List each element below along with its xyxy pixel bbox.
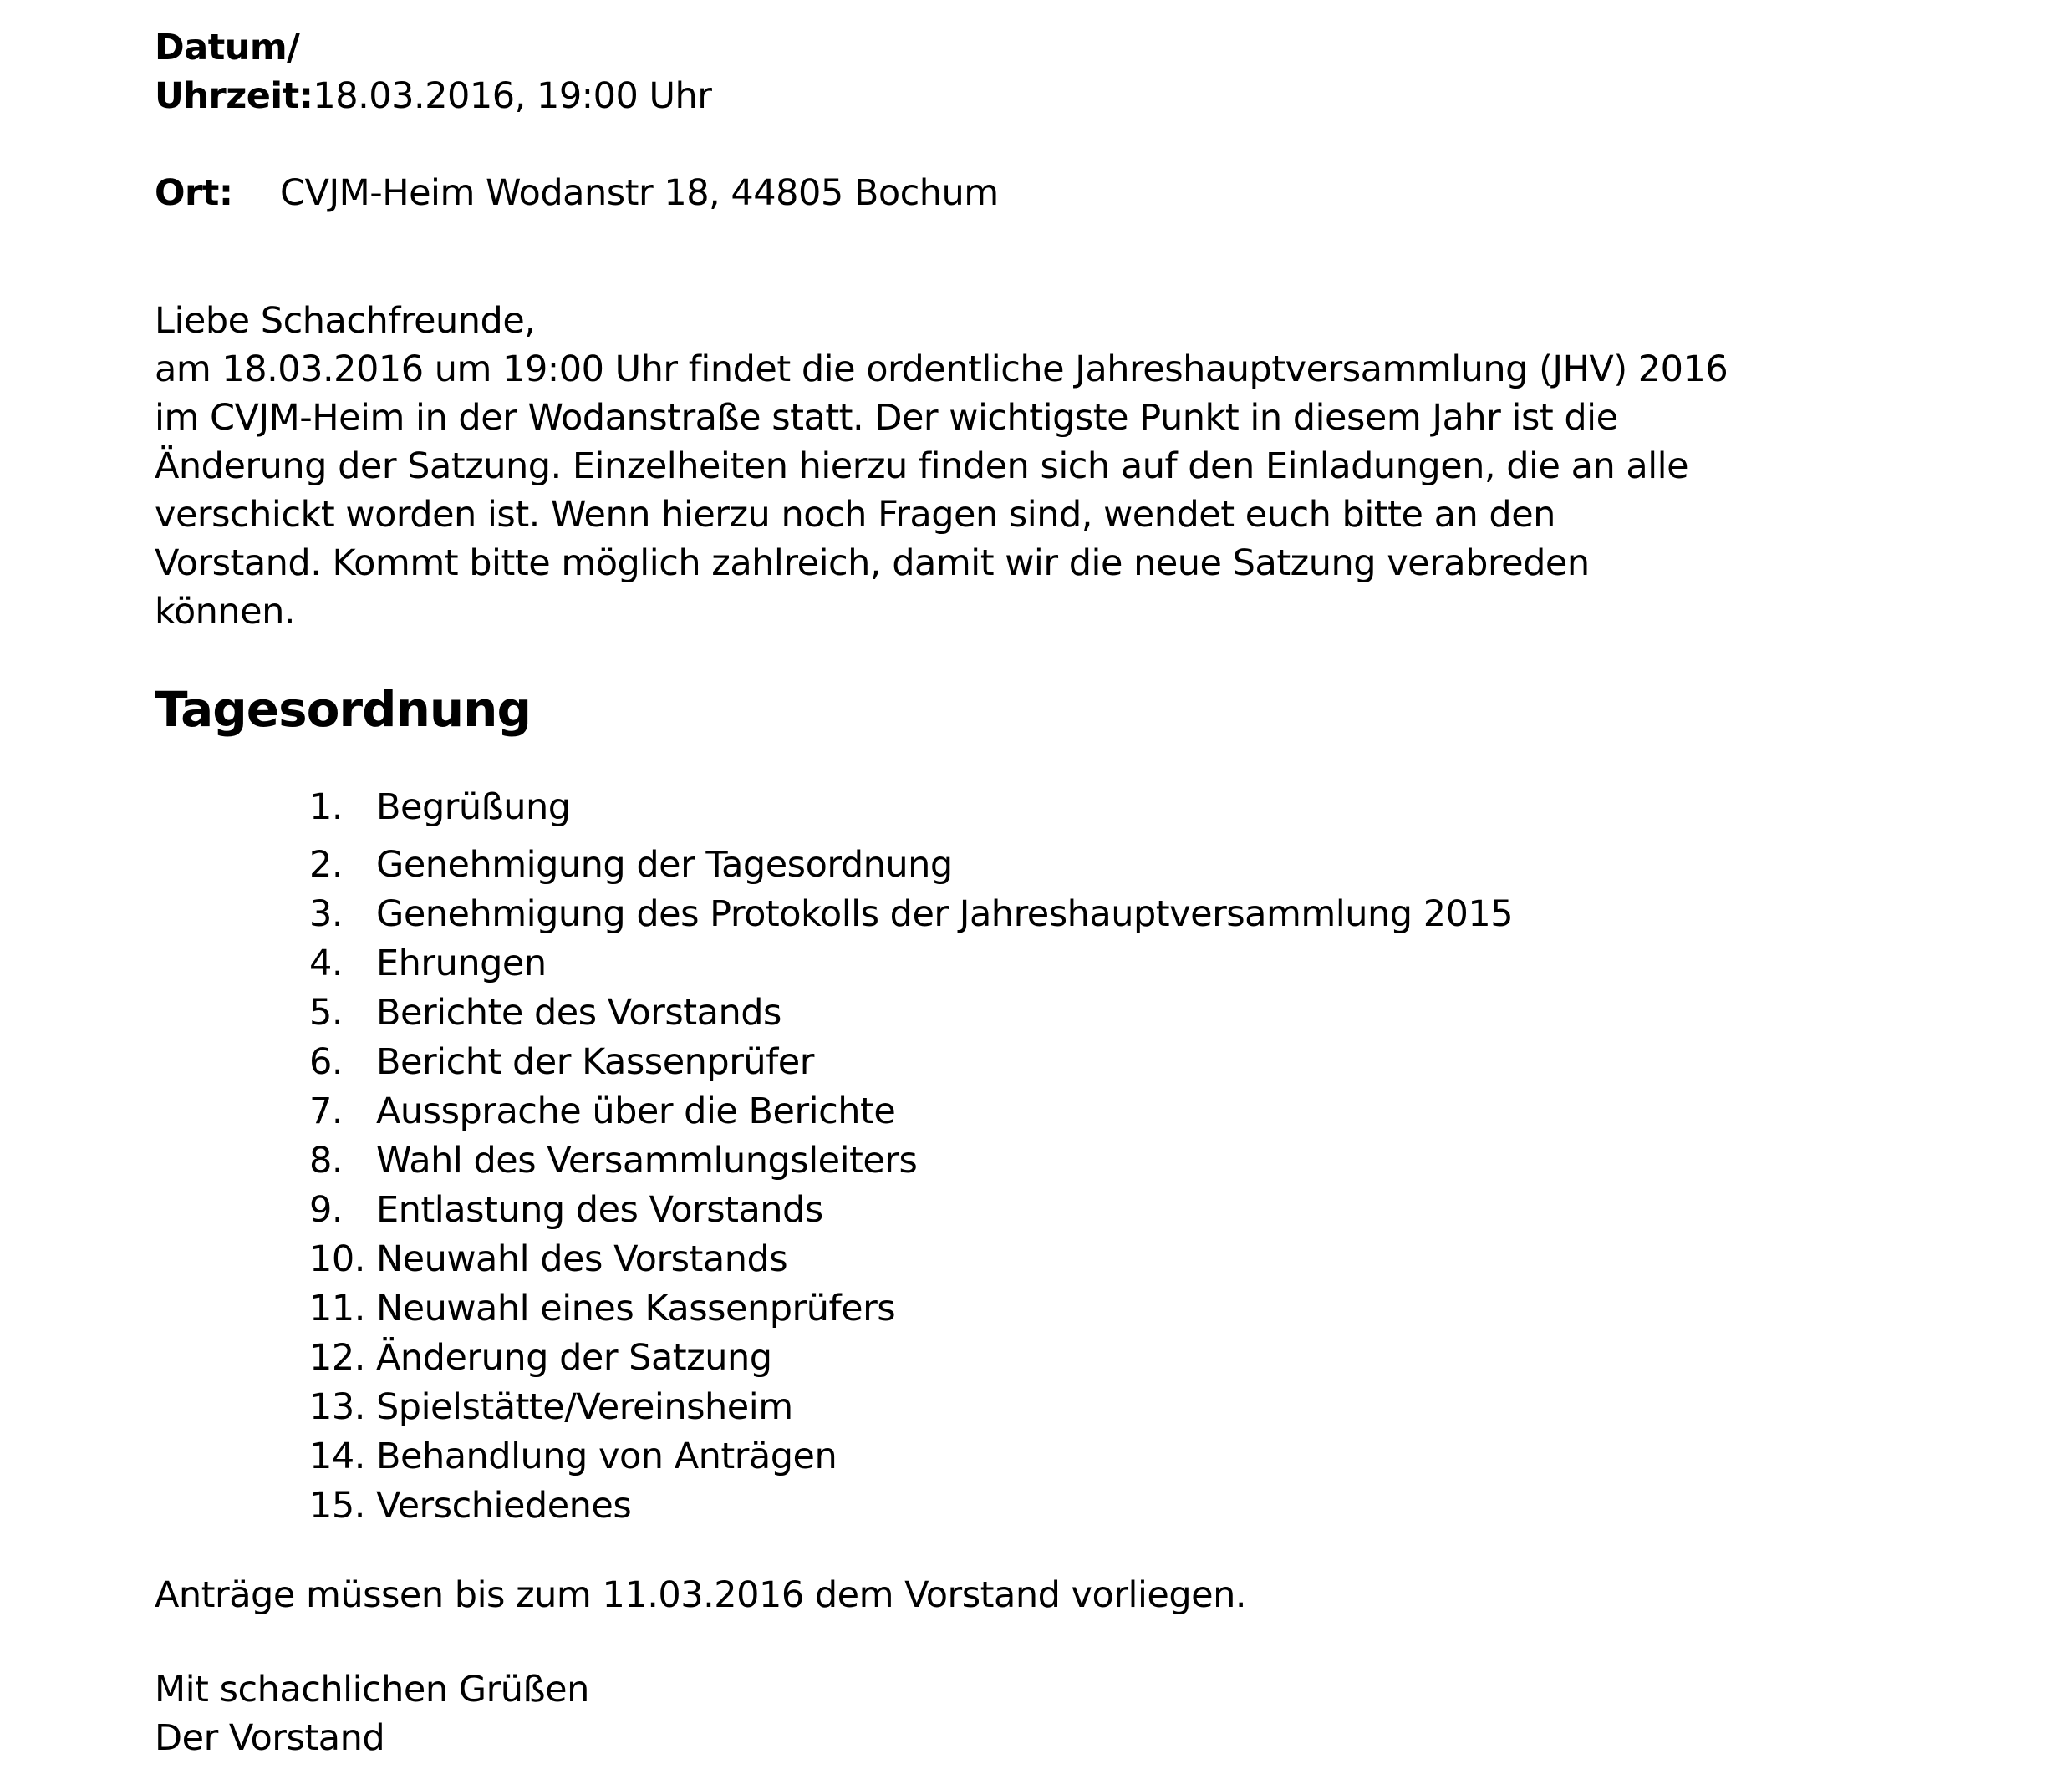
letter-line: Änderung der Satzung. Einzelheiten hierzu finden sich auf den Einladungen, die an alle [155, 445, 1689, 487]
letter-body [155, 297, 1972, 636]
time-line [155, 72, 1972, 120]
agenda-item-number: 6. [309, 1041, 344, 1083]
agenda-item-text: Genehmigung der Tagesordnung [376, 844, 953, 886]
agenda-item-number: 15. [309, 1485, 365, 1527]
agenda-item-text: Behandlung von Anträgen [376, 1436, 837, 1477]
agenda-item-text: Verschiedenes [376, 1485, 632, 1527]
agenda-item-text: Berichte des Vorstands [376, 992, 781, 1034]
agenda-item [155, 841, 1972, 890]
agenda-item-number: 12. [309, 1337, 365, 1379]
agenda-item-number: 3. [309, 893, 344, 935]
agenda-item-number: 10. [309, 1238, 365, 1280]
agenda-item [155, 783, 1972, 832]
deadline-note: Anträge müssen bis zum 11.03.2016 dem Vorstand vorliegen. [155, 1574, 1247, 1616]
agenda-item-text: Neuwahl eines Kassenprüfers [376, 1288, 896, 1329]
agenda-item-text: Änderung der Satzung [376, 1337, 772, 1379]
agenda-item-number: 7. [309, 1090, 344, 1132]
agenda-item-text: Entlastung des Vorstands [376, 1189, 823, 1231]
letter-line: können. [155, 591, 296, 633]
agenda-item [155, 1334, 1972, 1383]
letter-line: Vorstand. Kommt bitte möglich zahlreich, damit wir die neue Satzung verabreden [155, 542, 1590, 584]
location-line [155, 169, 1972, 217]
agenda-item [155, 1235, 1972, 1284]
agenda-item [155, 1186, 1972, 1235]
agenda-item [155, 890, 1972, 939]
agenda-item-number: 11. [309, 1288, 365, 1329]
agenda-item-number: 4. [309, 943, 344, 984]
letter-line: verschickt worden ist. Wenn hierzu noch Fragen sind, wendet euch bitte an den [155, 494, 1555, 536]
agenda-item-text: Begrüßung [376, 786, 571, 828]
agenda-item-number: 8. [309, 1140, 344, 1182]
agenda-item-number: 5. [309, 992, 344, 1034]
location-value: CVJM-Heim Wodanstr 18, 44805 Bochum [280, 172, 999, 214]
agenda-item [155, 1383, 1972, 1432]
agenda-item [155, 1432, 1972, 1482]
agenda-item-text: Bericht der Kassenprüfer [376, 1041, 814, 1083]
location-label: Ort: [155, 172, 233, 214]
agenda-item [155, 1482, 1972, 1531]
date-label-line [155, 23, 1972, 72]
agenda-heading: Tagesordnung [155, 681, 531, 738]
agenda-item [155, 1087, 1972, 1136]
agenda-item-text: Spielstätte/Vereinsheim [376, 1386, 793, 1428]
agenda-item-number: 13. [309, 1386, 365, 1428]
letter-line: im CVJM-Heim in der Wodanstraße statt. Der wichtigste Punkt in diesem Jahr ist die [155, 397, 1618, 439]
agenda-item [155, 1284, 1972, 1334]
agenda-item-number: 9. [309, 1189, 344, 1231]
signature-line: Der Vorstand [155, 1717, 385, 1759]
agenda-item [155, 989, 1972, 1038]
agenda-item-number: 14. [309, 1436, 365, 1477]
agenda-item-text: Ehrungen [376, 943, 547, 984]
letter-line: am 18.03.2016 um 19:00 Uhr findet die ordentliche Jahreshauptversammlung (JHV) 2016 [155, 348, 1728, 390]
date-label: Datum/ [155, 27, 300, 69]
agenda-item [155, 939, 1972, 989]
agenda-item-number: 1. [309, 786, 344, 828]
agenda-item-text: Wahl des Versammlungsleiters [376, 1140, 918, 1182]
time-label: Uhrzeit: [155, 75, 313, 117]
salutation: Liebe Schachfreunde, [155, 300, 536, 342]
time-value: 18.03.2016, 19:00 Uhr [313, 75, 712, 117]
agenda-item [155, 1136, 1972, 1186]
closing-line: Mit schachlichen Grüßen [155, 1669, 589, 1710]
agenda-item-number: 2. [309, 844, 344, 886]
agenda-item-text: Neuwahl des Vorstands [376, 1238, 788, 1280]
agenda-item-text: Genehmigung des Protokolls der Jahreshauptversammlung 2015 [376, 893, 1514, 935]
agenda-list [155, 783, 1972, 1531]
agenda-item [155, 1038, 1972, 1087]
agenda-item-text: Aussprache über die Berichte [376, 1090, 896, 1132]
closing-block [155, 1665, 1972, 1762]
